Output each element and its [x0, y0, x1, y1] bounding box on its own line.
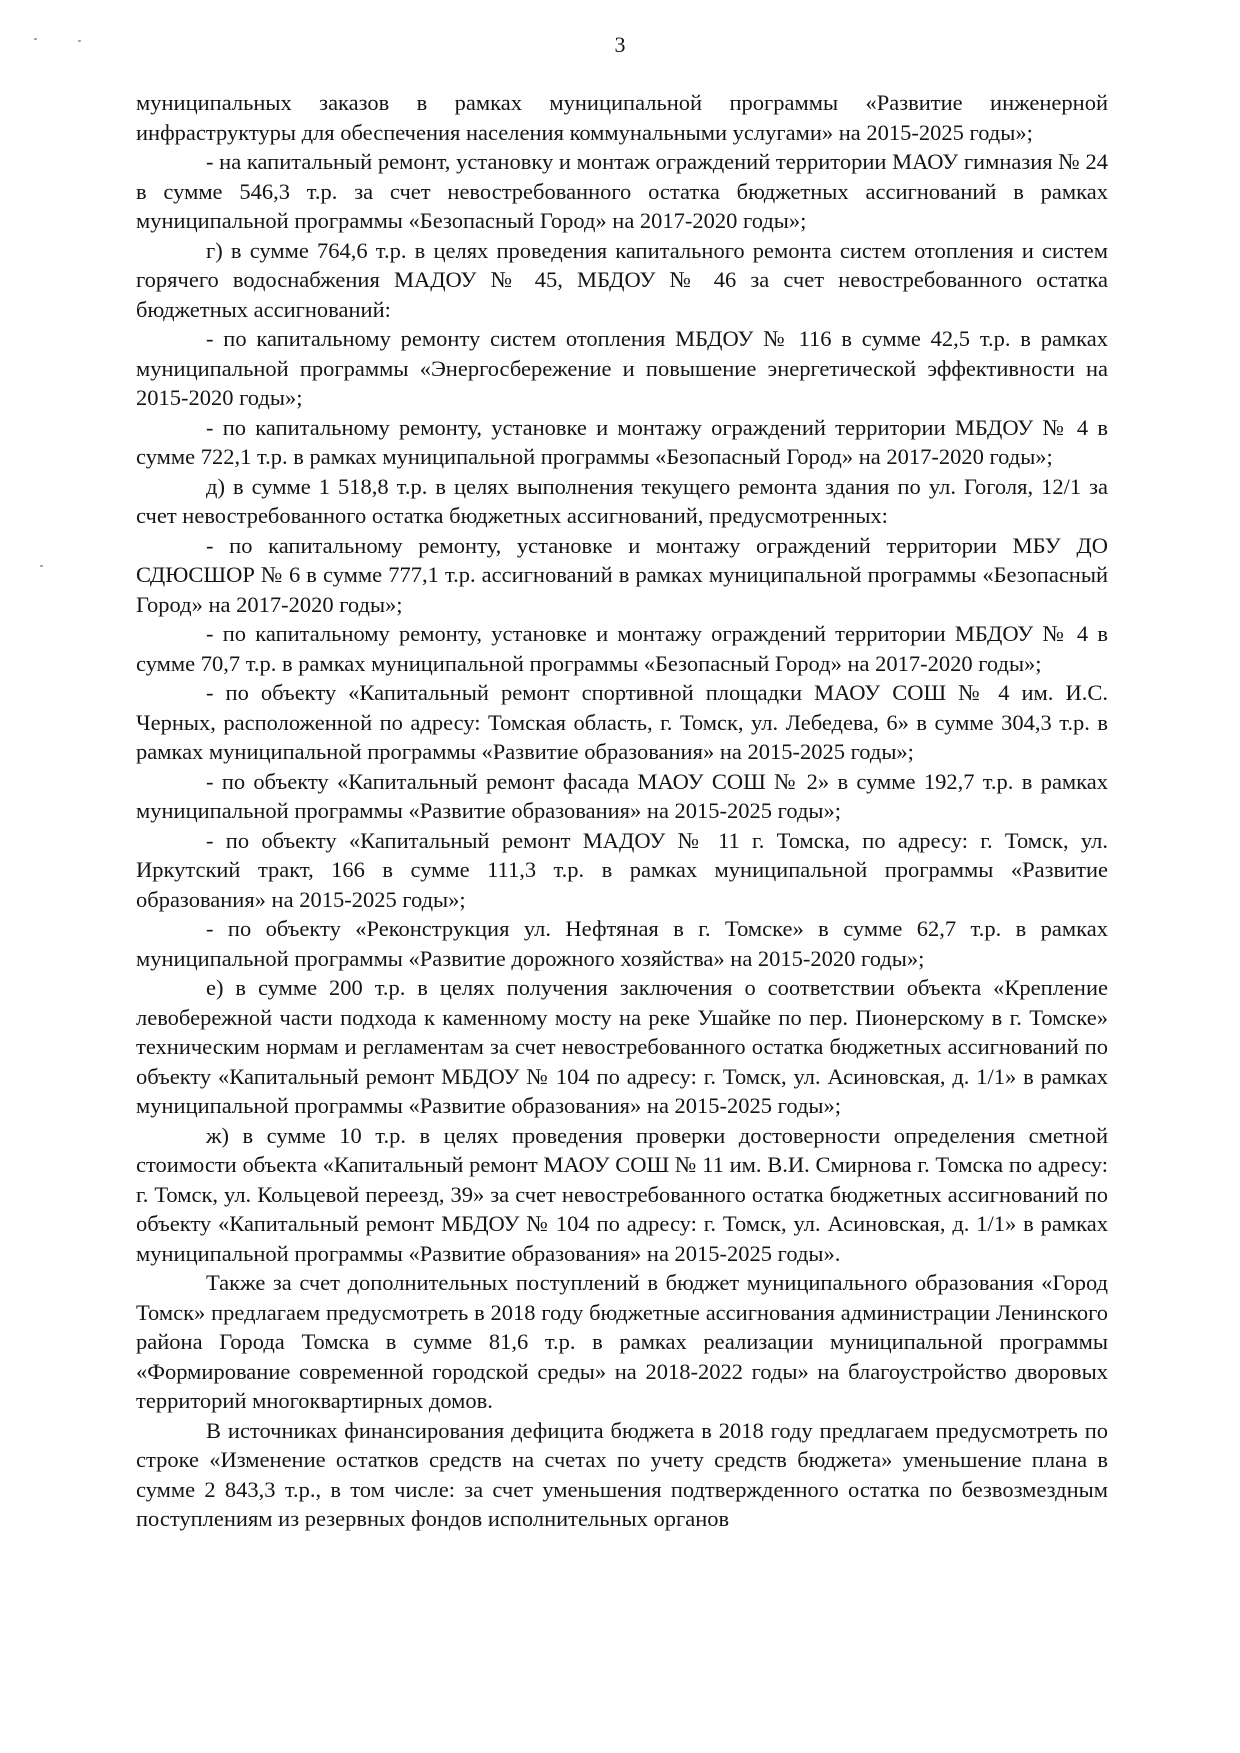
paragraph-neftyanaya-street: - по объекту «Реконструкция ул. Нефтяная в г. Томске» в сумме 62,7 т.р. в рамках муниципальной программы «Развитие дорожного хозяйства» на 2015-2020 годы»; [136, 916, 1108, 971]
paragraph-mbdou-4-fence: - по капитальному ремонту, установке и монтажу ограждений территории МБДОУ № 4 в сумме 722,1 т.р. в рамках муниципальной программы «Безопасный Город» на 2017-2020 годы»; [136, 414, 1108, 469]
paragraph-mbdou-4-fence-second: - по капитальному ремонту, установке и монтажу ограждений территории МБДОУ № 4 в сумме 70,7 т.р. в рамках муниципальной программы «Безопасный Город» на 2017-2020 годы»; [136, 621, 1108, 676]
paragraph-facade-school-2: - по объекту «Капитальный ремонт фасада МАОУ СОШ № 2» в сумме 192,7 т.р. в рамках муниципальной программы «Развитие образования» на 2015-2025 годы»; [136, 768, 1108, 823]
paragraph-item-e: е) в сумме 200 т.р. в целях получения заключения о соответствии объекта «Крепление левобережной части подхода к каменному мосту на реке Ушайке по пер. Пионерскому в г. Томске» техническим нормам и регламентам за счет невостребованного остатка бюджетных ассигнований по объекту «Капитальный ремонт МБДОУ № 104 по адресу: г. Томск, ул. Асиновская, д. 1/1» в рамках муниципальной программы «Развитие образования» на 2015-2025 годы»; [136, 975, 1108, 1118]
paragraph-madou-11: - по объекту «Капитальный ремонт МАДОУ № 11 г. Томска, по адресу: г. Томск, ул. Иркутский тракт, 166 в сумме 111,3 т.р. в рамках муниципальной программы «Развитие образования» на 2015-2025 годы»; [136, 827, 1108, 912]
paragraph-gymnasium-24-fence: - на капитальный ремонт, установку и монтаж ограждений территории МАОУ гимназия № 24 в сумме 546,3 т.р. за счет невостребованного остатка бюджетных ассигнований в рамках муниципальной программы «Безопасный Город» на 2017-2020 годы»; [136, 149, 1108, 233]
paragraph-item-d: д) в сумме 1 518,8 т.р. в целях выполнения текущего ремонта здания по ул. Гоголя, 12/1 за счет невостребованного остатка бюджетных ассигнований, предусмотренных: [136, 473, 1108, 528]
paragraph-mbdou-116-heating: - по капитальному ремонту систем отопления МБДОУ № 116 в сумме 42,5 т.р. в рамках муниципальной программы «Энергосбережение и повышение энергетической эффективности на 2015-2020 годы»; [136, 326, 1108, 410]
paragraph-deficit-financing: В источниках финансирования дефицита бюджета в 2018 году предлагаем предусмотреть по строке «Изменение остатков средств на счетах по учету средств бюджета» уменьшение плана в сумме 2 843,3 т.р., в том числе: за счет уменьшения подтвержденного остатка по безвозмездным поступлениям из резервных фондов исполнительных органов [136, 1417, 1108, 1531]
page-number: 3 [614, 32, 626, 57]
scan-speck [40, 565, 43, 567]
paragraph-sdyushor-6-fence: - по капитальному ремонту, установке и монтажу ограждений территории МБУ ДО СДЮСШОР № 6 в сумме 777,1 т.р. ассигнований в рамках муниципальной программы «Безопасный Город» на 2017-2020 годы»; [136, 532, 1108, 617]
paragraph-continuation: муниципальных заказов в рамках муниципальной программы «Развитие инженерной инфраструктуры для обеспечения населения коммунальными услугами» на 2015-2025 годы»; [136, 90, 1108, 145]
paragraph-sports-ground-school-4: - по объекту «Капитальный ремонт спортивной площадки МАОУ СОШ № 4 им. И.С. Черных, расположенной по адресу: Томская область, г. Томск, ул. Лебедева, 6» в сумме 304,3 т.р. в рамках муниципальной программы «Развитие образования» на 2015-2025 годы»; [136, 680, 1108, 764]
paragraph-additional-revenues: Также за счет дополнительных поступлений в бюджет муниципального образования «Город Томск» предлагаем предусмотреть в 2018 году бюджетные ассигнования администрации Ленинского района Города Томска в сумме 81,6 т.р. в рамках реализации муниципальной программы «Формирование современной городской среды» на 2018-2022 годы» на благоустройство дворовых территорий многоквартирных домов. [136, 1270, 1108, 1413]
paragraph-item-zh: ж) в сумме 10 т.р. в целях проведения проверки достоверности определения сметной стоимости объекта «Капитальный ремонт МАОУ СОШ № 11 им. В.И. Смирнова г. Томска по адресу: г. Томск, ул. Кольцевой переезд, 39» за счет невостребованного остатка бюджетных ассигнований по объекту «Капитальный ремонт МБДОУ № 104 по адресу: г. Томск, ул. Асиновская, д. 1/1» в рамках муниципальной программы «Развитие образования» на 2015-2025 годы». [136, 1122, 1108, 1266]
paragraph-item-g: г) в сумме 764,6 т.р. в целях проведения капитального ремонта систем отопления и систем горячего водоснабжения МАДОУ № 45, МБДОУ № 46 за счет невостребованного остатка бюджетных ассигнований: [136, 237, 1108, 322]
document-body [136, 88, 1108, 1534]
